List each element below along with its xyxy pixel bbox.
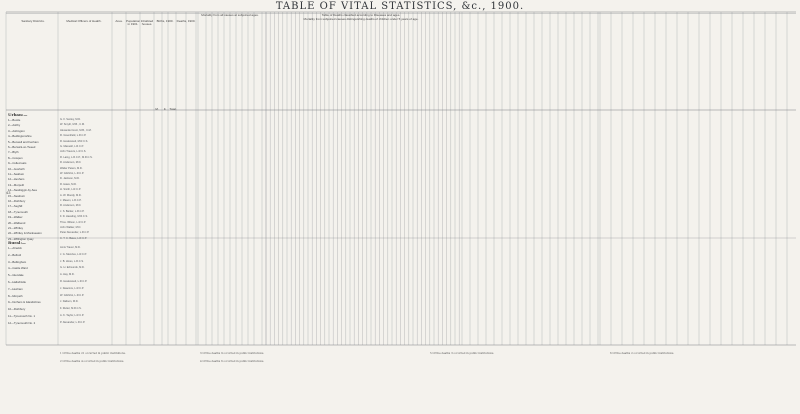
urban-officer-name: H. Smith, L.R.C.P. — [60, 188, 81, 192]
urban-officer-name: John Walker, M.D. — [60, 226, 82, 229]
section-urban: Urban:— — [8, 112, 28, 117]
header-table-causes: Table of Deaths classified according to Diseases and ages. — [321, 13, 401, 17]
footnote-3: 3 Of the deaths 9 occurred in public institutions. — [200, 352, 265, 355]
urban-officer-name: R. Heslewood, M.R.C.S. — [60, 139, 89, 143]
header-houses: Inhabited houses. — [140, 19, 154, 27]
rural-district-name: 11—Tynemouth No. 1 — [8, 314, 35, 318]
urban-district-name: 16—Rothbury — [8, 199, 26, 203]
urban-officer-name: W. Smyth, M.B., C.M. — [60, 123, 85, 127]
header-f: F. — [163, 107, 167, 111]
page-title: TABLE OF VITAL STATISTICS, &c., 1900. — [275, 1, 525, 12]
header-mortality-causes: Mortality from subjoined causes distinguishing deaths of children under 5 years of age. — [303, 17, 419, 21]
urban-officer-name: G. Maxwell, L.R.C.P. — [60, 145, 84, 148]
urban-officer-name: W. Gilchrist, L.R.C.P. — [60, 172, 85, 175]
urban-officer-name: Walter Peters, M.D. — [60, 166, 83, 170]
urban-officer-name: J. S. Barker, L.R.C.P. — [60, 209, 85, 213]
urban-officer-name: A. W. Moody, M.D. — [60, 193, 82, 197]
urban-officer-name: R. Anderson, M.D. — [60, 204, 82, 208]
urban-district-name: 13—Morpeth — [8, 182, 25, 187]
urban-district-name: 20—Wallsend — [8, 220, 26, 225]
header-area: Area. — [115, 19, 123, 23]
urban-district-name: 18—Tynemouth — [8, 209, 28, 214]
rural-officer-name: A. K. Taylor, L.R.C.P. — [60, 314, 84, 317]
header-total: Total. — [169, 107, 177, 111]
urban-district-name: 2—Ashby — [8, 123, 21, 128]
urban-district-name: 23—Willington Quay — [8, 236, 34, 241]
urban-district-name: 22—Whitley & Monkseaton — [8, 231, 42, 236]
rural-officer-name: A. Hay, M.D. — [60, 273, 75, 277]
rural-district-name: 4—Castle Ward — [8, 266, 28, 271]
urban-officer-name: F. D. Hassling, M.R.C.S. — [60, 215, 88, 219]
rural-district-name: 3—Bellingham — [8, 259, 27, 264]
rural-district-name: 10—Rothbury — [8, 307, 26, 312]
rural-district-name: 9—Norham & Islandshires — [8, 300, 41, 305]
urban-district-name: 19—Walker — [8, 215, 23, 220]
rural-district-name: 8—Morpeth — [8, 293, 23, 298]
rural-district-name: 12—Tynemouth No. 2 — [8, 320, 36, 325]
urban-district-name: 9—Cullercoats — [8, 161, 27, 166]
urban-officer-name: G. F. Sunley, M.D. — [60, 118, 81, 121]
rural-officer-name: J. B. Hines, L.R.C.S. — [60, 259, 84, 263]
page-number: 43 — [6, 190, 11, 195]
footnote-4: 4 Of the deaths 6 occurred in public institutions. — [200, 360, 265, 363]
rural-district-name: 5—Glendale — [8, 273, 24, 278]
urban-officer-name: R. Haws, M.D. — [60, 182, 77, 186]
section-rural: Rural:— — [8, 240, 26, 245]
urban-officer-name: R. Anderson, M.D. — [60, 161, 82, 165]
rural-officer-name: P. Alexander, L.R.C.P. — [60, 320, 86, 324]
urban-district-name: 3—Ashington — [8, 128, 25, 133]
urban-district-name: 10—Gosforth — [8, 166, 25, 171]
footnote-5: 5 Of the deaths 3 occurred in public institutions. — [430, 352, 495, 355]
rural-district-name: 2—Belford — [8, 252, 22, 257]
urban-district-name: 17—Seghill — [8, 204, 23, 209]
header-mortality: Mortality from all causes at subjoined ages. — [201, 13, 259, 17]
urban-district-name: 6—Berwick-on-Tweed — [8, 145, 36, 149]
urban-officer-name: Peter Alexander, L.R.C.P. — [60, 231, 90, 235]
rural-officer-name: Amis Traver, M.D. — [60, 246, 81, 249]
footnote-6: 6 Of the deaths 2 occurred in public institutions. — [610, 352, 675, 355]
urban-officer-name: D. Jackson, M.D. — [60, 177, 80, 181]
urban-district-name: 21—Whitley — [8, 226, 24, 230]
urban-district-name: 5—Benwell and Fenham — [8, 139, 39, 144]
header-officer: Medical Officers of Health. — [66, 19, 102, 23]
urban-district-name: 12—Hexham — [8, 177, 25, 182]
urban-district-name: 14—Newbiggin-by-Sea — [8, 188, 37, 193]
urban-district-name: 11—Seaham — [8, 172, 25, 176]
urban-officer-name: R. Greenfield, L.R.C.P. — [60, 134, 87, 138]
urban-officer-name: C. T. C. Bates, L.R.C.P. — [60, 236, 87, 240]
urban-district-name: 4—Bedlingtonshire — [8, 134, 32, 139]
rural-district-name: 1—Alnwick — [8, 246, 22, 250]
urban-officer-name: R. Laing, L.R.C.P., M.R.C.S. — [60, 155, 93, 159]
rural-district-name: 7—Hexham — [8, 286, 23, 291]
header-m: M. — [155, 107, 159, 111]
rural-officer-name: R. Heslewood, L.R.C.P. — [60, 280, 88, 283]
urban-officer-name: Alexander Hunt, M.B., C.M. — [60, 128, 92, 132]
header-population: Population in 1901. — [126, 19, 141, 27]
urban-district-name: 8—Cowpen — [8, 155, 23, 160]
rural-officer-name: G. H. Edmunds, M.D. — [60, 266, 85, 270]
urban-district-name: 7—Blyth — [8, 150, 19, 155]
header-district: Sanitary Districts. — [21, 19, 45, 23]
rural-officer-name: J. Dalison, M.D. — [60, 300, 79, 304]
urban-officer-name: Thos. Wilson, L.R.C.P. — [60, 220, 86, 224]
rural-officer-name: F. Rutter, M.R.C.S. — [60, 307, 82, 311]
header-deaths: Deaths, 1900. — [176, 19, 196, 23]
footnote-2: 2 Of the deaths 4 occurred in public institutions. — [60, 360, 125, 363]
rural-officer-name: W. Gilchrist, L.R.C.P. — [60, 293, 85, 297]
rural-officer-name: J. G. Menzies, L.R.C.P. — [60, 252, 87, 256]
urban-district-name: 1—Bootle — [8, 118, 21, 122]
urban-officer-name: J. Mason, L.R.C.P. — [60, 199, 82, 202]
urban-officer-name: John Travers, L.R.C.S. — [60, 150, 87, 154]
footnote-1: 1 Of the deaths 21 occurred in public institutions. — [60, 352, 126, 355]
header-births: Births, 1900. — [156, 19, 174, 23]
urban-district-name: 15—Newburn — [8, 193, 26, 198]
rural-district-name: 6—Haltwhistle — [8, 280, 26, 284]
rural-officer-name: J. Deacons, L.R.C.P. — [60, 286, 84, 290]
